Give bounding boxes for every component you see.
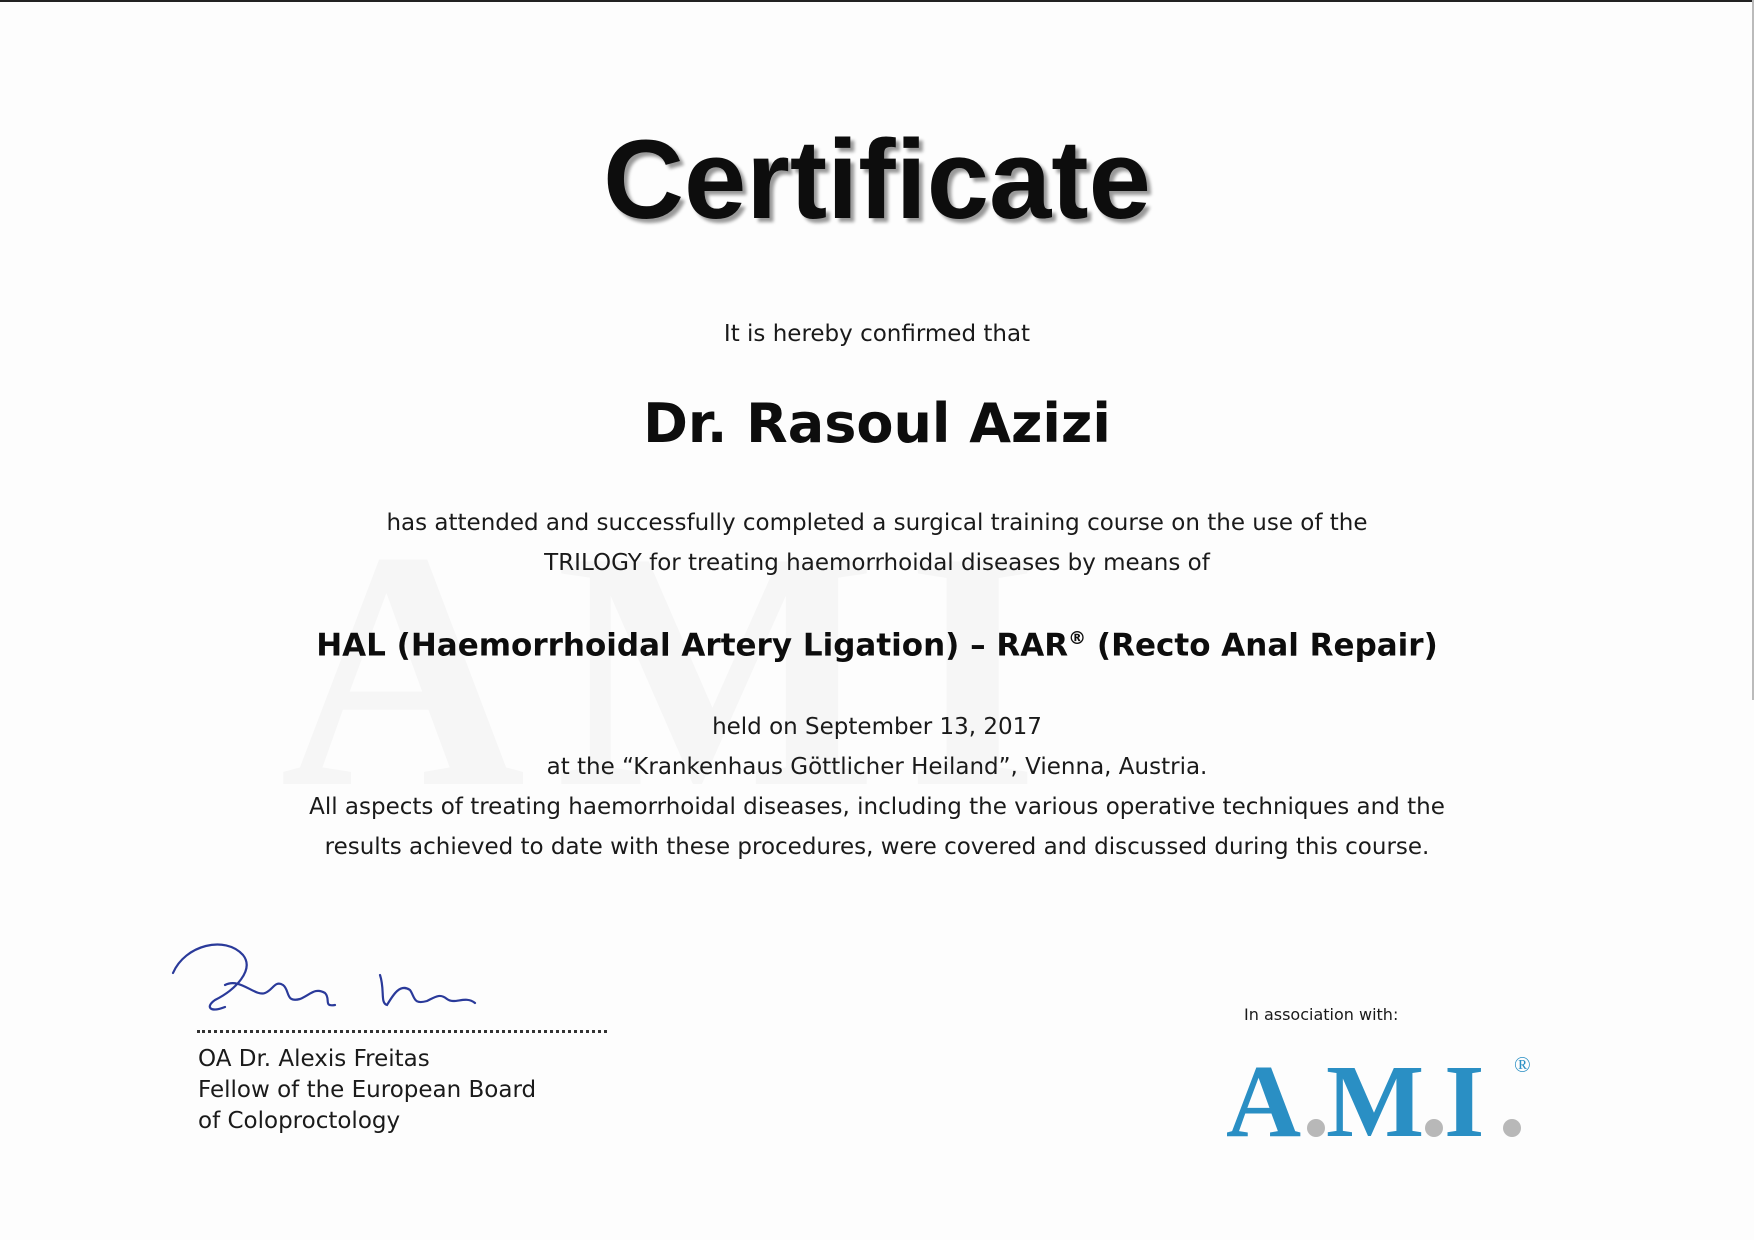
- logo-letter-m: M: [1326, 1044, 1425, 1144]
- registered-mark: ®: [1068, 628, 1087, 649]
- signer-name: OA Dr. Alexis Freitas: [198, 1046, 430, 1072]
- procedure-name: [0, 618, 1754, 666]
- logo-dot: [1503, 1119, 1521, 1137]
- signer-title-line1: Fellow of the European Board: [198, 1077, 537, 1103]
- signer-title-line2: of Coloproctology: [198, 1108, 401, 1134]
- signature: [165, 935, 505, 1025]
- recipient-name: Dr. Rasoul Azizi: [643, 392, 1111, 455]
- signature-line: [197, 1030, 607, 1033]
- course-aspects-line2: results achieved to date with these procedures, were covered and discussed during this course.: [324, 834, 1430, 860]
- logo-letter-a: A: [1226, 1044, 1302, 1144]
- event-location: at the “Krankenhaus Göttlicher Heiland”, Vienna, Austria.: [546, 754, 1208, 780]
- intro-text: It is hereby confirmed that: [723, 321, 1031, 347]
- logo-dot: [1425, 1119, 1443, 1137]
- logo-letter-i: I: [1444, 1044, 1485, 1144]
- procedure-part2: (Recto Anal Repair): [1086, 627, 1438, 664]
- event-date: held on September 13, 2017: [712, 714, 1042, 740]
- course-aspects-line1: All aspects of treating haemorrhoidal diseases, including the various operative techniques and the: [309, 794, 1445, 820]
- association-label: In association with:: [1244, 1005, 1399, 1024]
- course-description-line1: has attended and successfully completed a surgical training course on the use of the: [386, 510, 1368, 536]
- course-description-line2: TRILOGY for treating haemorrhoidal diseases by means of: [544, 550, 1210, 576]
- certificate-title: Certificate: [603, 117, 1151, 242]
- ami-logo: [1222, 1044, 1542, 1144]
- procedure-part1: HAL (Haemorrhoidal Artery Ligation) – RAR: [316, 627, 1069, 664]
- logo-registered-mark: ®: [1514, 1052, 1531, 1077]
- scan-top-edge: [0, 0, 1754, 2]
- logo-dot: [1307, 1119, 1325, 1137]
